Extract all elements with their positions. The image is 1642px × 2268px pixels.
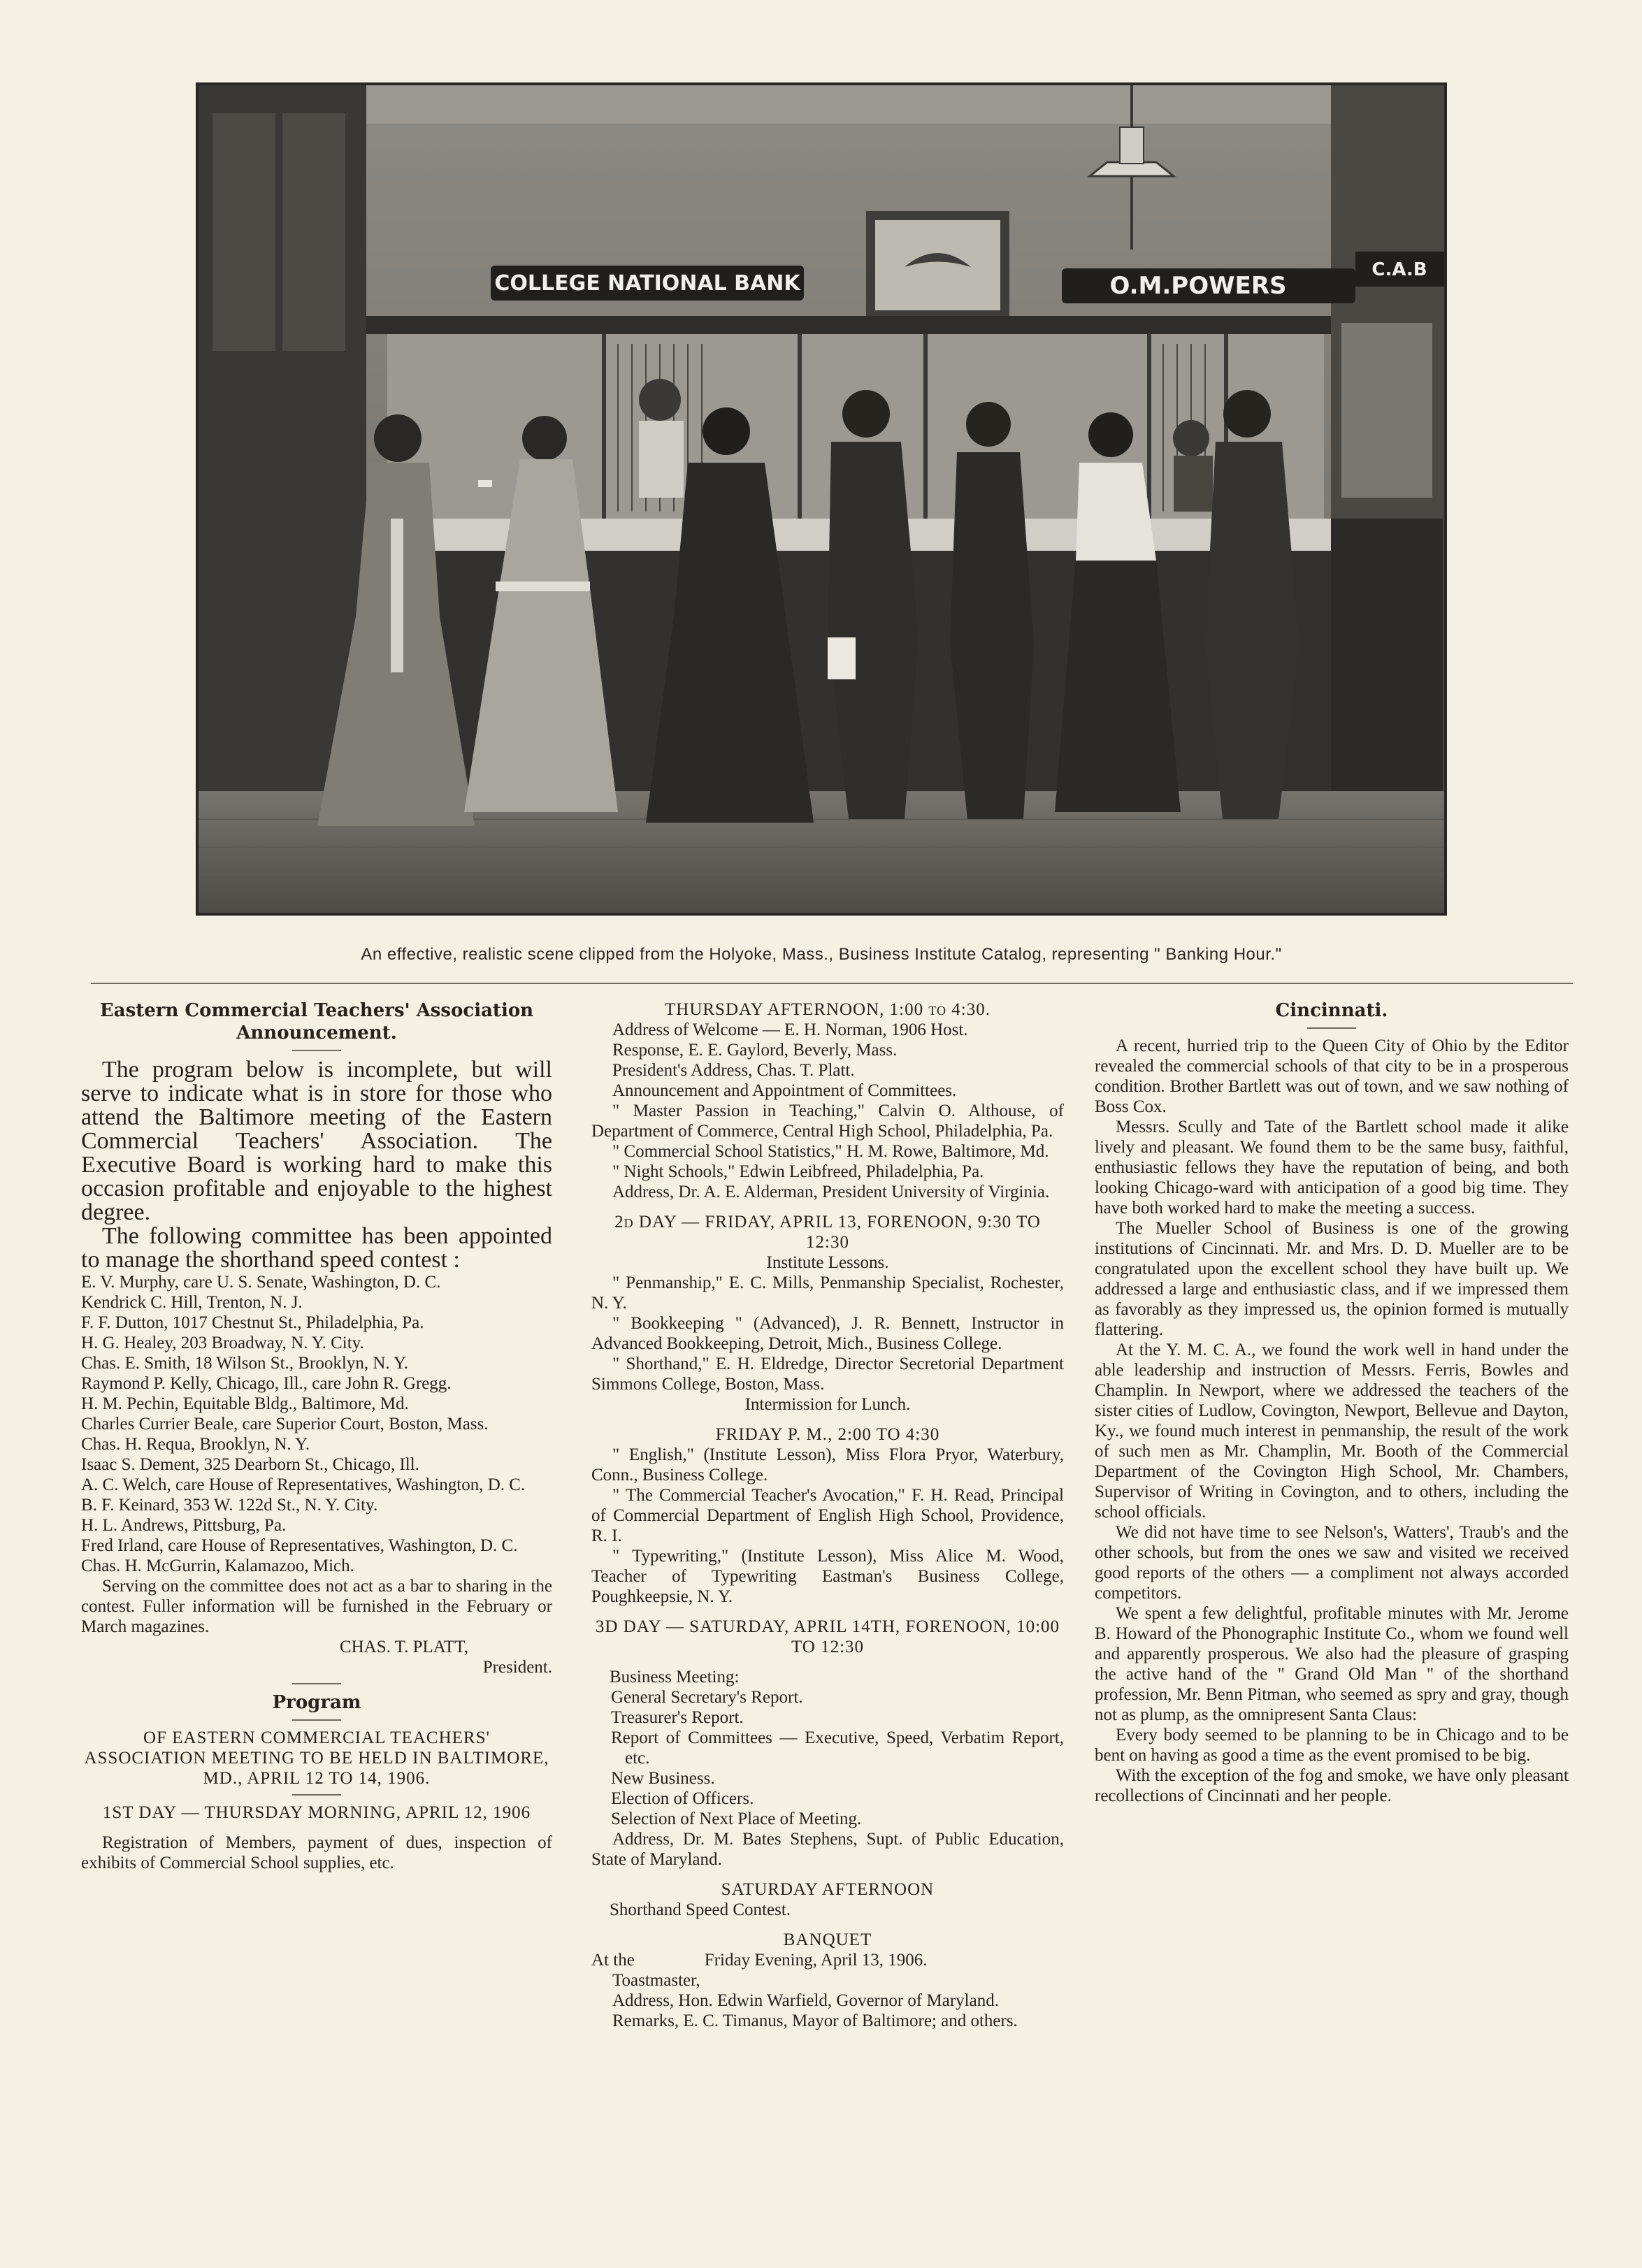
business-item: New Business. — [611, 1769, 715, 1788]
committee-member: F. F. Dutton, 1017 Chestnut St., Philadelphia, Pa. — [81, 1313, 424, 1332]
photo-caption: An effective, realistic scene clipped from the Holyoke, Mass., Business Institute Catalog, representing " Banking Hour." — [361, 945, 1282, 964]
business-item: Selection of Next Place of Meeting. — [611, 1810, 862, 1828]
committee-member: Charles Currier Beale, care Superior Court, Boston, Mass. — [81, 1415, 489, 1433]
signature-name: CHAS. T. PLATT, — [339, 1638, 468, 1656]
banking-hour-photo — [196, 82, 1447, 916]
committee-member: Isaac S. Dement, 325 Dearborn St., Chicago, Ill. — [81, 1455, 419, 1474]
banquet-line: At the Friday Evening, April 13, 1906. — [591, 1951, 928, 1970]
cincinnati-paragraph: Every body seemed to be planning to be in Chicago and to be bent on having as good a time as the event promised to be big. — [1095, 1726, 1569, 1765]
banking-scene-illustration — [199, 85, 1444, 913]
cincinnati-paragraph: We did not have time to see Nelson's, Watters', Traub's and the other schools, but from the ones we saw and visited we received good reports of the others — a compliment not always accorded competitors. — [1095, 1523, 1569, 1603]
committee-member: B. F. Keinard, 353 W. 122d St., N. Y. City. — [81, 1496, 378, 1515]
committee-member: Kendrick C. Hill, Trenton, N. J. — [81, 1293, 303, 1312]
program-item: President's Address, Chas. T. Platt. — [612, 1061, 855, 1080]
banquet-item: Remarks, E. C. Timanus, Mayor of Baltimore; and others. — [612, 2011, 1018, 2030]
program-heading: Program — [272, 1692, 361, 1713]
serving-note: Serving on the committee does not act as a bar to sharing in the contest. Fuller information will be furnished in the February or March magazines. — [81, 1577, 552, 1636]
friday-pm-heading: FRIDAY P. M., 2:00 TO 4:30 — [715, 1425, 940, 1444]
column-cincinnati — [1095, 999, 1569, 1806]
cincinnati-paragraph: Messrs. Scully and Tate of the Bartlett school made it alike lively and pleasant. We found them to be the same busy, faithful, enthusiastic fellows they have the reputation of being, and both looking Chicago-ward with anticipation of a good big time. They have both worked hard to make the meeting a success. — [1095, 1118, 1569, 1218]
committee-member: H. L. Andrews, Pittsburg, Pa. — [81, 1516, 287, 1535]
intro-paragraph-2: The following committee has been appointed to manage the shorthand speed contest : — [81, 1223, 552, 1273]
institute-lessons-label: Institute Lessons. — [766, 1253, 889, 1272]
program-item: Address of Welcome — E. H. Norman, 1906 Host. — [612, 1020, 968, 1039]
cincinnati-paragraph: A recent, hurried trip to the Queen City of Ohio by the Editor revealed the commercial schools of that city to be in a prosperous condition. Brother Bartlett was out of town, and we saw nothing of Boss Cox. — [1095, 1037, 1569, 1116]
banquet-heading: BANQUET — [783, 1930, 872, 1949]
program-item: " Shorthand," E. H. Eldredge, Director Secretorial Department Simmons College, Boston, Mass. — [591, 1355, 1064, 1394]
committee-member: Chas. H. Requa, Brooklyn, N. Y. — [81, 1435, 310, 1454]
cincinnati-heading: Cincinnati. — [1275, 1000, 1388, 1021]
cincinnati-paragraph: At the Y. M. C. A., we found the work well in hand under the able leadership and instruction of Messrs. Ferris, Bowles and Champlin. In Newport, where we addressed the teachers of the sister cities of Ludlow, Covington, Newport, Bellevue and Dayton, Ky., we found much interest in penmanship, the result of the work of such men as Mr. Champlin, Mr. Booth of the Commercial Department of the Covington High School, Mr. Chambers, Supervisor of Writing in Covington, and to others, including the school officials. — [1095, 1341, 1569, 1522]
program-item: " English," (Institute Lesson), Miss Flora Pryor, Waterbury, Conn., Business College. — [591, 1445, 1064, 1485]
day2-heading: 2d DAY — FRIDAY, APRIL 13, FORENOON, 9:30 TO 12:30 — [614, 1213, 1041, 1252]
committee-member: Raymond P. Kelly, Chicago, Ill., care John R. Gregg. — [81, 1374, 452, 1393]
program-item: " Bookkeeping " (Advanced), J. R. Bennett, Instructor in Advanced Bookkeeping, Detroit, Mich., Business College. — [591, 1314, 1064, 1353]
program-item: Response, E. E. Gaylord, Beverly, Mass. — [612, 1041, 898, 1060]
committee-member: Fred Irland, care House of Representatives, Washington, D. C. — [81, 1536, 518, 1555]
program-item: " The Commercial Teacher's Avocation," F. H. Read, Principal of Commercial Department of English High School, Providence, R. I. — [591, 1486, 1064, 1545]
banquet-item: Address, Hon. Edwin Warfield, Governor of Maryland. — [612, 1991, 999, 2010]
sign-left-text: COLLEGE NATIONAL BANK — [494, 271, 800, 296]
program-item: Address, Dr. A. E. Alderman, President University of Virginia. — [612, 1183, 1050, 1201]
day3-heading: 3D DAY — SATURDAY, APRIL 14TH, FORENOON, 10:00 TO 12:30 — [595, 1617, 1060, 1656]
committee-member: A. C. Welch, care House of Representatives, Washington, D. C. — [81, 1475, 526, 1494]
banquet-item: Toastmaster, — [612, 1971, 700, 1990]
program-divider — [292, 1719, 341, 1721]
sign-right-text: O.M.POWERS — [1109, 272, 1287, 300]
cincinnati-paragraph: We spent a few delightful, profitable minutes with Mr. Jerome B. Howard of the Phonographic Institute Co., whom we found well and apparently prosperous. We also had the pleasure of grasping the active hand of the " Grand Old Man " of the shorthand profession, Mr. Benn Pitman, who seemed as spry and gray, though not as plump, as the omnipresent Santa Claus: — [1095, 1604, 1569, 1724]
cincinnati-paragraph: The Mueller School of Business is one of the growing institutions of Cincinnati. Mr. and Mrs. D. D. Mueller are to be congratulated upon the excellent school they have built up. We addressed a large and enthusiastic class, and if we impressed them as favorably as they impressed us, the opinion formed is mutually flattering. — [1095, 1219, 1569, 1339]
day1-divider — [292, 1794, 341, 1796]
program-subheading: OF EASTERN COMMERCIAL TEACHERS' ASSOCIATION MEETING TO BE HELD IN BALTIMORE, MD., APRIL 12 TO 14, 1906. — [84, 1728, 549, 1788]
cincinnati-paragraph: With the exception of the fog and smoke, we have only pleasant recollections of Cincinnati and her people. — [1095, 1766, 1569, 1805]
program-item: " Master Passion in Teaching," Calvin O. Althouse, of Department of Commerce, Central High School, Philadelphia, Pa. — [591, 1102, 1064, 1141]
committee-member: H. G. Healey, 203 Broadway, N. Y. City. — [81, 1334, 364, 1352]
business-meeting-label: Business Meeting: — [610, 1668, 740, 1686]
program-item: Address, Dr. M. Bates Stephens, Supt. of Public Education, State of Maryland. — [591, 1830, 1064, 1869]
committee-member: H. M. Pechin, Equitable Bldg., Baltimore, Md. — [81, 1394, 409, 1413]
cincinnati-divider — [1307, 1027, 1356, 1029]
announcement-heading: Eastern Commercial Teachers' Association Announcement. — [99, 1000, 534, 1043]
program-item: " Typewriting," (Institute Lesson), Miss Alice M. Wood, Teacher of Typewriting Eastman's Business College, Poughkeepsie, N. Y. — [591, 1547, 1064, 1606]
program-item: " Commercial School Statistics," H. M. Rowe, Baltimore, Md. — [612, 1142, 1049, 1161]
heading-divider — [292, 1050, 341, 1051]
saturday-afternoon-heading: SATURDAY AFTERNOON — [721, 1880, 935, 1899]
thursday-afternoon-heading: THURSDAY AFTERNOON, 1:00 to 4:30. — [665, 1000, 991, 1019]
program-item: Announcement and Appointment of Committees. — [612, 1081, 957, 1100]
business-item: General Secretary's Report. — [611, 1688, 803, 1707]
business-item: Election of Officers. — [611, 1789, 754, 1808]
intro-paragraph-1: The program below is incomplete, but will serve to indicate what is in store for those who attend the Baltimore meeting of the Eastern Commercial Teachers' Association. The Executive Board is working hard to make this occasion profitable and enjoyable to the highest degree. — [81, 1057, 552, 1225]
signature-divider — [292, 1683, 341, 1684]
committee-member: E. V. Murphy, care U. S. Senate, Washington, D. C. — [81, 1273, 441, 1292]
business-item: Report of Committees — Executive, Speed, Verbatim Report, etc. — [611, 1728, 1064, 1768]
business-item: Treasurer's Report. — [611, 1708, 744, 1727]
signature-title: President. — [482, 1658, 552, 1677]
caption-divider — [91, 983, 1573, 984]
speed-contest-label: Shorthand Speed Contest. — [610, 1900, 791, 1919]
day1-text: Registration of Members, payment of dues, inspection of exhibits of Commercial School supplies, etc. — [81, 1833, 552, 1872]
program-item: " Penmanship," E. C. Mills, Penmanship Specialist, Rochester, N. Y. — [591, 1273, 1064, 1313]
intermission-label: Intermission for Lunch. — [744, 1395, 911, 1414]
committee-member: Chas. E. Smith, 18 Wilson St., Brooklyn, N. Y. — [81, 1354, 409, 1373]
sign-partial-text: C.A.B — [1371, 259, 1427, 280]
program-item: " Night Schools," Edwin Leibfreed, Philadelphia, Pa. — [612, 1162, 984, 1181]
column-program — [591, 999, 1064, 2031]
column-announcement — [81, 999, 552, 1873]
committee-member: Chas. H. McGurrin, Kalamazoo, Mich. — [81, 1556, 354, 1575]
day1-heading: 1ST DAY — THURSDAY MORNING, APRIL 12, 1906 — [102, 1803, 531, 1822]
